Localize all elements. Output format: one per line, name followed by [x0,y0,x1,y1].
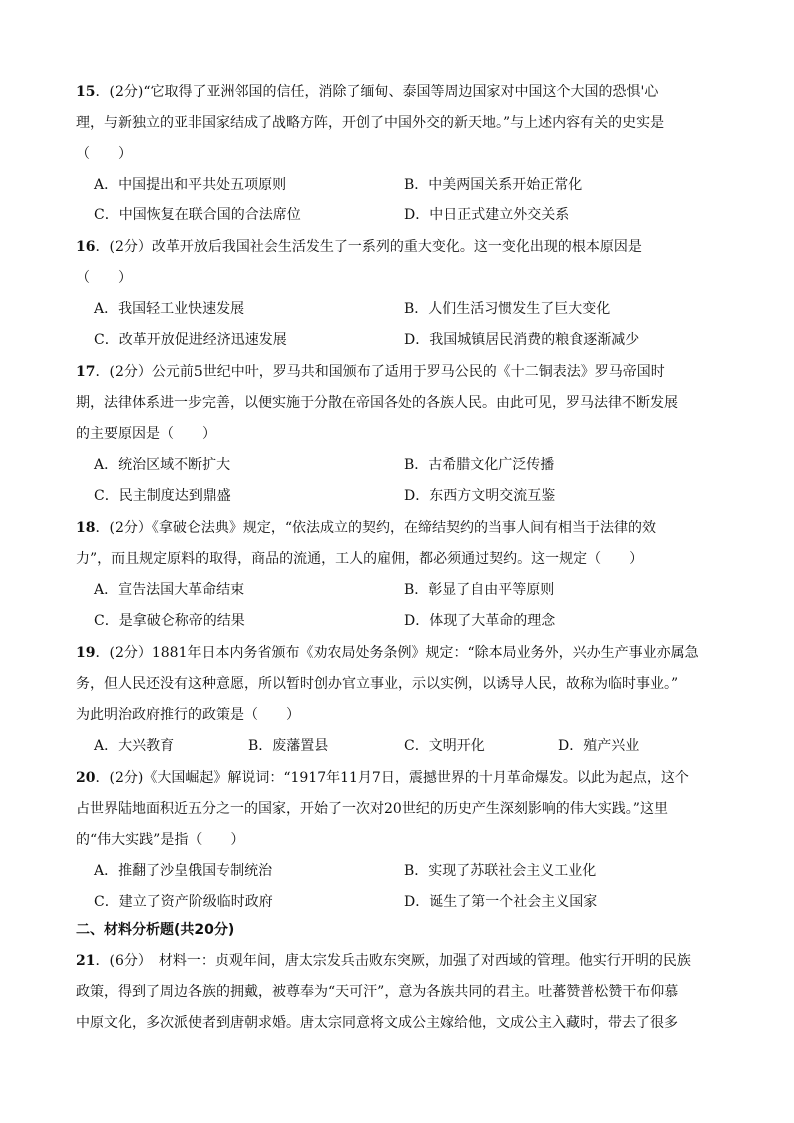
q16-option-b: B．人们生活习惯发生了巨大变化 [404,301,611,317]
q15-line-2: 理，与新独立的亚非国家结成了战略方阵，开创了中国外交的新天地。”与上述内容有关的史实是 [76,115,665,131]
q16-line-1: 16．(2分）改革开放后我国社会生活发生了一系列的重大变化。这一变化出现的根本原因是 [76,239,642,255]
q20-option-a: A．推翻了沙皇俄国专制统治 [94,863,273,879]
q19-option-b: B．废藩置县 [248,738,329,754]
q21-line-1: 21．(6分） 材料一：贞观年间，唐太宗发兵击败东突厥，加强了对西域的管理。他实行开明的民族 [76,953,691,969]
q20-option-d: D．诞生了第一个社会主义国家 [404,894,598,910]
q19-line-2: 务，但人民还没有这种意愿，所以暂时创办官立事业，示以实例，以诱导人民，故称为临时事业。” [76,676,679,692]
q21-number: 21 [76,953,96,969]
q18-number: 18 [76,520,96,536]
q16-number: 16 [76,239,96,255]
q16-option-d: D．我国城镇居民消费的粮食逐渐减少 [404,332,640,348]
q17-option-d: D．东西方文明交流互鉴 [404,488,556,504]
q17-option-c: C．民主制度达到鼎盛 [94,488,231,504]
q21-line-3: 中原文化，多次派使者到唐朝求婚。唐太宗同意将文成公主嫁给他，文成公主入藏时，带去了很多 [76,1015,678,1031]
q15-line-3: （ ） [76,146,132,162]
q20-line-1: 20．(2分)《大国崛起》解说词：“1917年11月7日，震撼世界的十月革命爆发。以此为起点，这个 [76,770,689,786]
q15-option-d: D．中日正式建立外交关系 [404,207,570,223]
q18-option-c: C．是拿破仑称帝的结果 [94,613,245,629]
q20-line-2: 占世界陆地面积近五分之一的国家，开始了一次对20世纪的历史产生深刻影响的伟大实践。”这里 [76,801,668,817]
q17-number: 17 [76,364,96,380]
q18-line-1: 18．(2分）《拿破仑法典》规定，“依法成立的契约，在缔结契约的当事人间有相当于法律的效 [76,520,657,536]
q19-line-3: 为此明治政府推行的政策是（ ） [76,707,300,723]
q20-option-c: C．建立了资产阶级临时政府 [94,894,273,910]
q15-option-c: C．中国恢复在联合国的合法席位 [94,207,301,223]
q19-number: 19 [76,645,96,661]
q20-option-b: B．实现了苏联社会主义工业化 [404,863,597,879]
q15-number: 15 [76,84,96,100]
q20-number: 20 [76,770,96,786]
q18-option-a: A．宣告法国大革命结束 [94,582,245,598]
q19-option-c: C．文明开化 [404,738,485,754]
q16-option-a: A．我国轻工业快速发展 [94,301,245,317]
q18-option-d: D．体现了大革命的理念 [404,613,556,629]
q19-option-d: D．殖产兴业 [558,738,640,754]
q17-option-a: A．统治区域不断扩大 [94,457,231,473]
q21-line-2: 政策，得到了周边各族的拥戴，被尊奉为“天可汗”，意为各族共同的君主。吐蕃赞普松赞干布仰慕 [76,984,679,1000]
q16-option-c: C．改革开放促进经济迅速发展 [94,332,287,348]
q17-option-b: B．古希腊文化广泛传播 [404,457,555,473]
q17-line-2: 期，法律体系进一步完善，以便实施于分散在帝国各处的各族人民。由此可见，罗马法律不断发展 [76,395,678,411]
q20-line-3: 的“伟大实践”是指（ ） [76,832,245,848]
section-2-heading: 二、材料分析题(共20分) [76,922,235,938]
q17-line-1: 17．(2分）公元前5世纪中叶，罗马共和国颁布了适用于罗马公民的《十二铜表法》罗马帝国时 [76,364,665,380]
q16-line-2: （ ） [76,270,132,286]
q18-line-2: 力”，而且规定原料的取得，商品的流通，工人的雇佣，都必须通过契约。这一规定（ ） [76,551,644,567]
q15-line-1: 15．(2分)“它取得了亚洲邻国的信任，消除了缅甸、泰国等周边国家对中国这个大国的恐惧'心 [76,84,659,100]
q19-line-1: 19．(2分）1881年日本内务省颁布《劝农局处务条例》规定：“除本局业务外，兴办生产事业亦属急 [76,645,699,661]
q18-option-b: B．彰显了自由平等原则 [404,582,555,598]
q15-option-b: B．中美两国关系开始正常化 [404,177,583,193]
q15-option-a: A．中国提出和平共处五项原则 [94,177,287,193]
q17-line-3: 的主要原因是（ ） [76,426,216,442]
q19-option-a: A．大兴教育 [94,738,175,754]
